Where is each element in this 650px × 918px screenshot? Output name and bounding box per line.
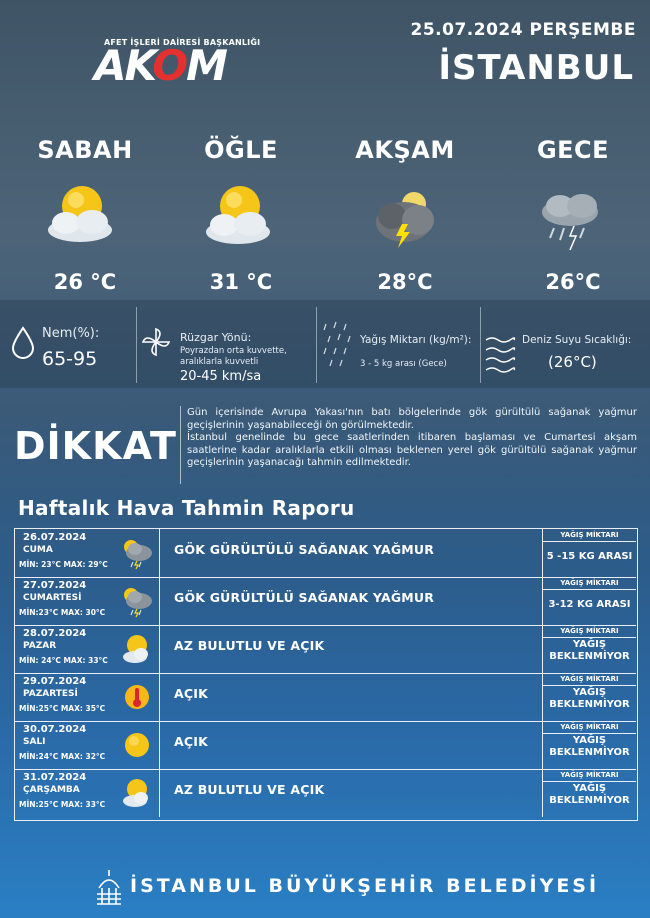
period-morning [10,136,160,294]
period-label: AKŞAM [355,136,455,164]
date-cell [15,577,160,625]
date-cell [15,625,160,673]
desc-cell [160,769,543,817]
period-evening [330,136,480,294]
rain-cell [543,577,636,625]
sun-icon [119,727,155,763]
date-cell [15,769,160,817]
rain-header: YAĞIŞ MİKTARI [543,577,636,590]
row-date: 28.07.2024 [23,628,87,639]
row-desc: GÖK GÜRÜLTÜLÜ SAĞANAK YAĞMUR [174,590,435,605]
row-desc: AÇIK [174,734,208,749]
date-cell [15,721,160,769]
row-minmax: MİN: 23°C MAX: 29°C [19,560,108,569]
row-minmax: MİN:25°C MAX: 33°C [19,800,106,809]
warning-title: DİKKAT [14,424,177,468]
ibb-logo-icon [94,868,124,912]
logo-letter: M [186,41,226,90]
row-minmax: MİN:24°C MAX: 32°C [19,752,106,761]
sea-label: Deniz Suyu Sıcaklığı: [522,334,632,346]
storm-cloud-icon [119,535,155,571]
rain-cell [543,769,636,817]
rain-amount [543,687,636,711]
warning-paragraph: Gün içerisinde Avrupa Yakası'nın batı bölgelerinde gök gürültülü sağanak yağmur geçişlerinin yaşanabileceği ön görülmektedir. [187,407,637,431]
sun-cloud-icon [10,170,160,260]
date-cell [15,673,160,721]
wind-icon [140,326,172,362]
rain-line: 5 -15 KG ARASI [546,551,633,562]
desc-cell [160,577,543,625]
sun-cloud-icon [166,170,316,260]
wind-label: Rüzgar Yönü: [180,331,252,344]
divider [180,406,181,484]
rain-cell [543,529,636,577]
wave-icon [484,334,516,378]
period-night [498,136,648,294]
row-desc: AZ BULUTLU VE AÇIK [174,638,325,653]
rain-line: YAĞIŞ [572,783,607,794]
rain-line: YAĞIŞ [572,735,607,746]
row-day: PAZAR [23,641,57,651]
footer-text: İSTANBUL BÜYÜKŞEHİR BELEDİYESİ [130,875,600,897]
rain-line: 3-12 KG ARASI [548,599,631,610]
rain-line: BEKLENMİYOR [549,699,630,710]
rain-line: BEKLENMİYOR [549,651,630,662]
divider [136,307,137,383]
rain-label: Yağış Miktarı (kg/m²): [360,334,472,346]
row-date: 31.07.2024 [23,772,87,783]
table-row [15,721,636,770]
period-temp: 28°C [377,270,433,294]
hot-sun-icon [119,679,155,715]
row-date: 27.07.2024 [23,580,87,591]
rain-cell [543,625,636,673]
period-temp: 31 °C [209,270,273,294]
period-noon [166,136,316,294]
row-minmax: MİN:25°C MAX: 35°C [19,704,106,713]
warning-text [187,407,637,470]
rain-cell [543,721,636,769]
rain-header: YAĞIŞ MİKTARI [543,625,636,638]
row-date: 26.07.2024 [23,532,87,543]
logo-letter: O [152,41,187,90]
row-day: CUMARTESİ [23,593,82,603]
desc-cell [160,673,543,721]
wind-desc: Poyrazdan orta kuvvette, [180,346,287,356]
period-label: GECE [536,136,610,164]
table-row [15,529,636,578]
logo-subtitle: AFET İŞLERİ DAİRESİ BAŞKANLIĞI [104,38,261,47]
rain-cell [543,673,636,721]
table-row [15,769,636,817]
report-date: 25.07.2024 PERŞEMBE [410,20,636,40]
rain-icon [320,320,360,372]
thunder-cloud-icon [330,170,480,260]
sea-value: (26°C) [548,353,597,371]
divider [316,307,317,383]
sun-cloud-icon [119,631,155,667]
row-date: 30.07.2024 [23,724,87,735]
weekly-table [14,528,638,821]
rain-value: 3 - 5 kg arası (Gece) [360,359,447,369]
rain-amount [543,599,636,611]
table-row [15,673,636,722]
desc-cell [160,529,543,577]
rain-line: BEKLENMİYOR [549,795,630,806]
droplet-icon [10,326,36,364]
row-minmax: MİN: 24°C MAX: 33°C [19,656,108,665]
rain-amount [543,639,636,663]
rain-header: YAĞIŞ MİKTARI [543,769,636,782]
city-title: İSTANBUL [438,48,634,88]
row-desc: AZ BULUTLU VE AÇIK [174,782,325,797]
period-label: ÖĞLE [204,136,278,164]
sun-cloud-icon [119,775,155,811]
period-label: SABAH [37,136,133,164]
rain-amount [543,735,636,759]
rain-line: BEKLENMİYOR [549,747,630,758]
row-minmax: MİN:23°C MAX: 30°C [19,608,106,617]
row-day: PAZARTESİ [23,689,78,699]
row-desc: AÇIK [174,686,208,701]
period-temp: 26°C [545,270,601,294]
rain-header: YAĞIŞ MİKTARI [543,721,636,734]
row-date: 29.07.2024 [23,676,87,687]
storm-cloud-icon [498,170,648,260]
wind-value: 20-45 km/sa [180,369,262,384]
rain-line: YAĞIŞ [572,639,607,650]
rain-header: YAĞIŞ MİKTARI [543,673,636,686]
period-temp: 26 °C [53,270,117,294]
rain-amount [543,551,636,563]
rain-amount [543,783,636,807]
divider [480,307,481,383]
row-day: SALI [23,737,46,747]
date-cell [15,529,160,577]
desc-cell [160,721,543,769]
table-row [15,577,636,626]
humidity-label: Nem(%): [42,326,100,341]
desc-cell [160,625,543,673]
weekly-title: Haftalık Hava Tahmin Raporu [18,496,355,520]
logo-letter: A [94,41,125,90]
storm-cloud-icon [119,583,155,619]
table-row [15,625,636,674]
rain-header: YAĞIŞ MİKTARI [543,529,636,542]
warning-paragraph: İstanbul genelinde bu gece saatlerinden itibaren başlaması ve Cumartesi akşam saatlerine kadar aralıklarla etkili olması beklenen yerel gök gürültülü sağanak yağmur geçişlerinin yaşanacağı tahmin edilmektedir. [187,432,637,469]
row-day: CUMA [23,545,53,555]
wind-desc: aralıklarla kuvvetli [180,357,259,367]
row-day: ÇARŞAMBA [23,785,80,795]
row-desc: GÖK GÜRÜLTÜLÜ SAĞANAK YAĞMUR [174,542,435,557]
logo-letter: K [124,41,153,90]
rain-line: YAĞIŞ [572,687,607,698]
humidity-value: 65-95 [42,348,98,370]
